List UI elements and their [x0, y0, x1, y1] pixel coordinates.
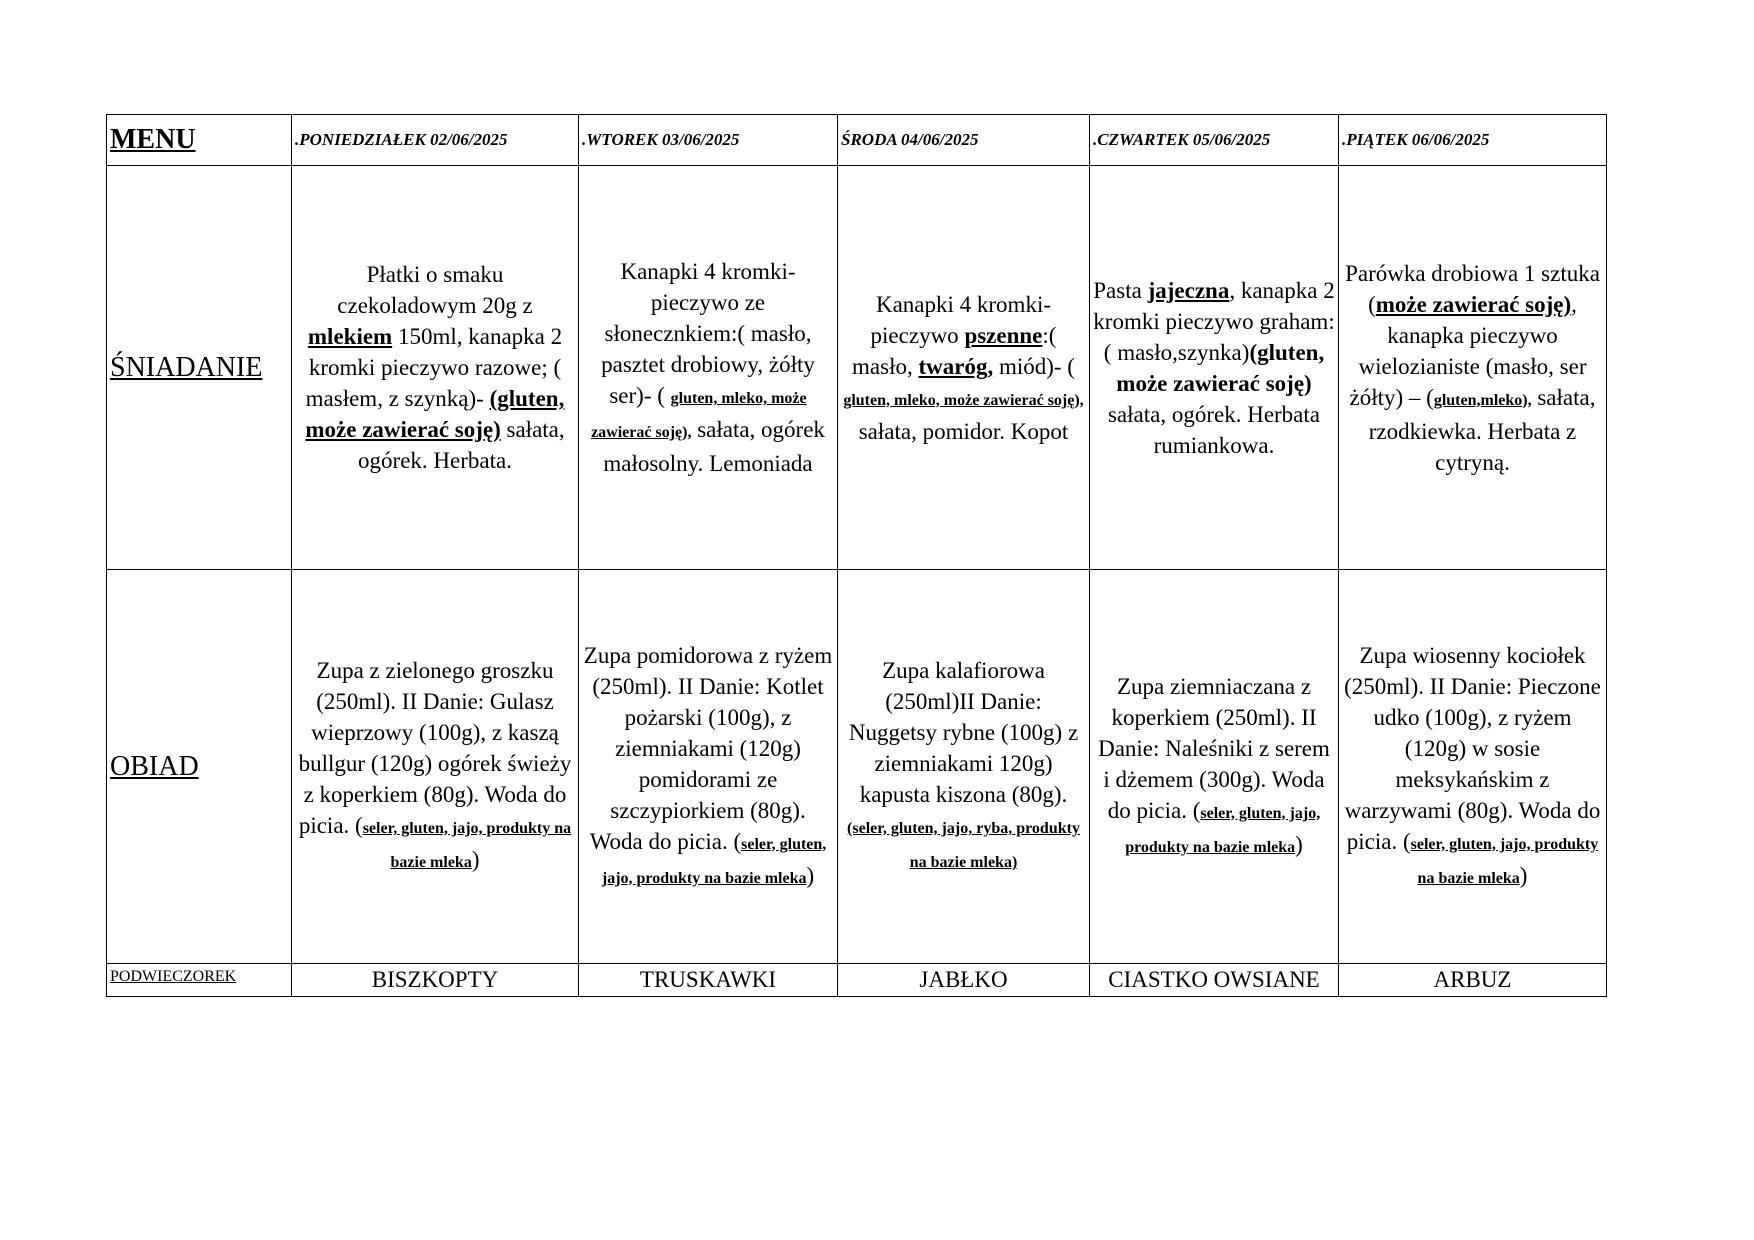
lunch-monday: Zupa z zielonego groszku (250ml). II Danie: Gulasz wieprzowy (100g), z kaszą bullgur (120g) ogórek świeży z koperkiem (80g). Woda do picia. (seler, gluten, jajo, produkty na bazie mleka): [292, 570, 579, 964]
breakfast-label: ŚNIADANIE: [107, 166, 292, 570]
day-header-thursday: .CZWARTEK 05/06/2025: [1090, 115, 1339, 166]
menu-title: MENU: [107, 115, 292, 166]
day-header-wednesday: ŚRODA 04/06/2025: [838, 115, 1090, 166]
lunch-label: OBIAD: [107, 570, 292, 964]
lunch-tuesday: Zupa pomidorowa z ryżem (250ml). II Danie: Kotlet pożarski (100g), z ziemniakami (120g) pomidorami ze szczypiorkiem (80g). Woda do picia. (seler, gluten, jajo, produkty na bazie mleka): [579, 570, 838, 964]
header-row: [107, 115, 1607, 166]
snack-label: PODWIECZOREK: [107, 964, 292, 997]
breakfast-tuesday: Kanapki 4 kromki-pieczywo ze słonecznkiem:( masło, pasztet drobiowy, żółty ser)- ( gluten, mleko, może zawierać soję), sałata, ogórek małosolny. Lemoniada: [579, 166, 838, 570]
day-header-tuesday: .WTOREK 03/06/2025: [579, 115, 838, 166]
snack-tuesday: TRUSKAWKI: [579, 964, 838, 997]
breakfast-wednesday: Kanapki 4 kromki-pieczywo pszenne:( masło, twaróg, miód)- ( gluten, mleko, może zawierać soję), sałata, pomidor. Kopot: [838, 166, 1090, 570]
menu-table: [106, 114, 1607, 997]
snack-thursday: CIASTKO OWSIANE: [1090, 964, 1339, 997]
snack-friday: ARBUZ: [1339, 964, 1607, 997]
breakfast-thursday: Pasta jajeczna, kanapka 2 kromki pieczywo graham:( masło,szynka)(gluten, może zawierać soję) sałata, ogórek. Herbata rumiankowa.: [1090, 166, 1339, 570]
breakfast-monday: Płatki o smaku czekoladowym 20g z mlekiem 150ml, kanapka 2 kromki pieczywo razowe; ( masłem, z szynką)- (gluten, może zawierać soję) sałata, ogórek. Herbata.: [292, 166, 579, 570]
breakfast-friday: Parówka drobiowa 1 sztuka (może zawierać soję), kanapka pieczywo wielozianiste (masło, ser żółty) – (gluten,mleko), sałata, rzodkiewka. Herbata z cytryną.: [1339, 166, 1607, 570]
lunch-wednesday: Zupa kalafiorowa (250ml)II Danie: Nuggetsy rybne (100g) z ziemniakami 120g) kapusta kiszona (80g). (seler, gluten, jajo, ryba, produkty na bazie mleka): [838, 570, 1090, 964]
lunch-thursday: Zupa ziemniaczana z koperkiem (250ml). II Danie: Naleśniki z serem i dżemem (300g). Woda do picia. (seler, gluten, jajo, produkty na bazie mleka): [1090, 570, 1339, 964]
breakfast-row: [107, 166, 1607, 570]
snack-monday: BISZKOPTY: [292, 964, 579, 997]
snack-row: [107, 964, 1607, 997]
lunch-friday: Zupa wiosenny kociołek (250ml). II Danie: Pieczone udko (100g), z ryżem (120g) w sosie meksykańskim z warzywami (80g). Woda do picia. (seler, gluten, jajo, produkty na bazie mleka): [1339, 570, 1607, 964]
day-header-monday: .PONIEDZIAŁEK 02/06/2025: [292, 115, 579, 166]
lunch-row: [107, 570, 1607, 964]
day-header-friday: .PIĄTEK 06/06/2025: [1339, 115, 1607, 166]
snack-wednesday: JABŁKO: [838, 964, 1090, 997]
